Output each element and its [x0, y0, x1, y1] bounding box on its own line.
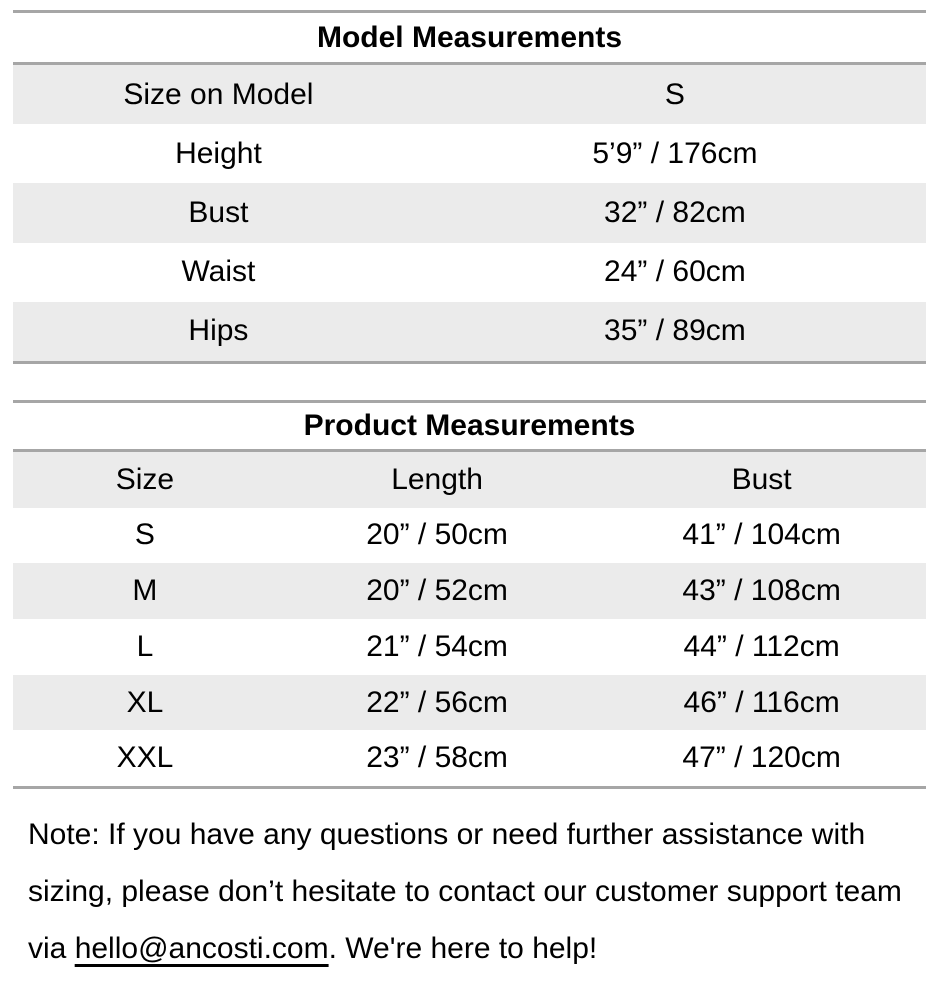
table-row [13, 243, 926, 302]
table-row [13, 563, 926, 619]
table-row [13, 183, 926, 242]
model-row-value: 5’9” / 176cm [592, 136, 758, 170]
model-row-label: Height [175, 136, 262, 170]
sizing-note-text: Note: If you have any questions or need further assistance with sizing, please don’t hesitate to contact our customer support team via [28, 818, 902, 966]
table-row [13, 619, 926, 675]
model-row-value: 35” / 89cm [604, 314, 746, 348]
product-cell-length: 20” / 50cm [366, 518, 508, 552]
column-header-length: Length [391, 462, 483, 496]
model-row-label: Size on Model [123, 77, 314, 111]
column-header-size: Size [115, 462, 175, 496]
product-measurements-table [13, 400, 926, 789]
product-cell-size: XL [126, 685, 164, 719]
product-cell-length: 23” / 58cm [366, 741, 508, 775]
product-cell-length: 22” / 56cm [366, 685, 508, 719]
model-row-value: 24” / 60cm [604, 255, 746, 289]
model-measurements-title: Model Measurements [13, 13, 926, 65]
table-row [13, 124, 926, 183]
model-measurements-table [13, 10, 926, 364]
column-header-bust: Bust [731, 462, 792, 496]
table-row [13, 675, 926, 731]
product-measurements-title: Product Measurements [13, 403, 926, 452]
product-cell-size: S [134, 518, 155, 552]
product-cell-bust: 47” / 120cm [682, 741, 841, 775]
table-header-row [13, 452, 926, 508]
model-row-label: Hips [188, 314, 249, 348]
product-cell-size: M [132, 574, 158, 608]
model-row-value: 32” / 82cm [604, 195, 746, 229]
product-cell-length: 21” / 54cm [366, 629, 508, 663]
product-cell-size: XXL [116, 741, 174, 775]
product-cell-bust: 41” / 104cm [682, 518, 841, 552]
product-cell-bust: 44” / 112cm [683, 629, 840, 663]
product-cell-bust: 46” / 116cm [683, 685, 840, 719]
sizing-note-closing: . We're here to help! [328, 932, 598, 966]
table-row [13, 508, 926, 564]
table-row [13, 65, 926, 124]
support-email-link[interactable]: hello@ancosti.com [74, 932, 329, 966]
sizing-note [28, 806, 923, 977]
product-cell-size: L [136, 629, 154, 663]
table-row [13, 302, 926, 361]
model-row-value: S [664, 77, 685, 111]
product-cell-length: 20” / 52cm [366, 574, 508, 608]
model-row-label: Bust [188, 195, 249, 229]
table-row [13, 730, 926, 786]
product-cell-bust: 43” / 108cm [682, 574, 841, 608]
model-row-label: Waist [181, 255, 256, 289]
